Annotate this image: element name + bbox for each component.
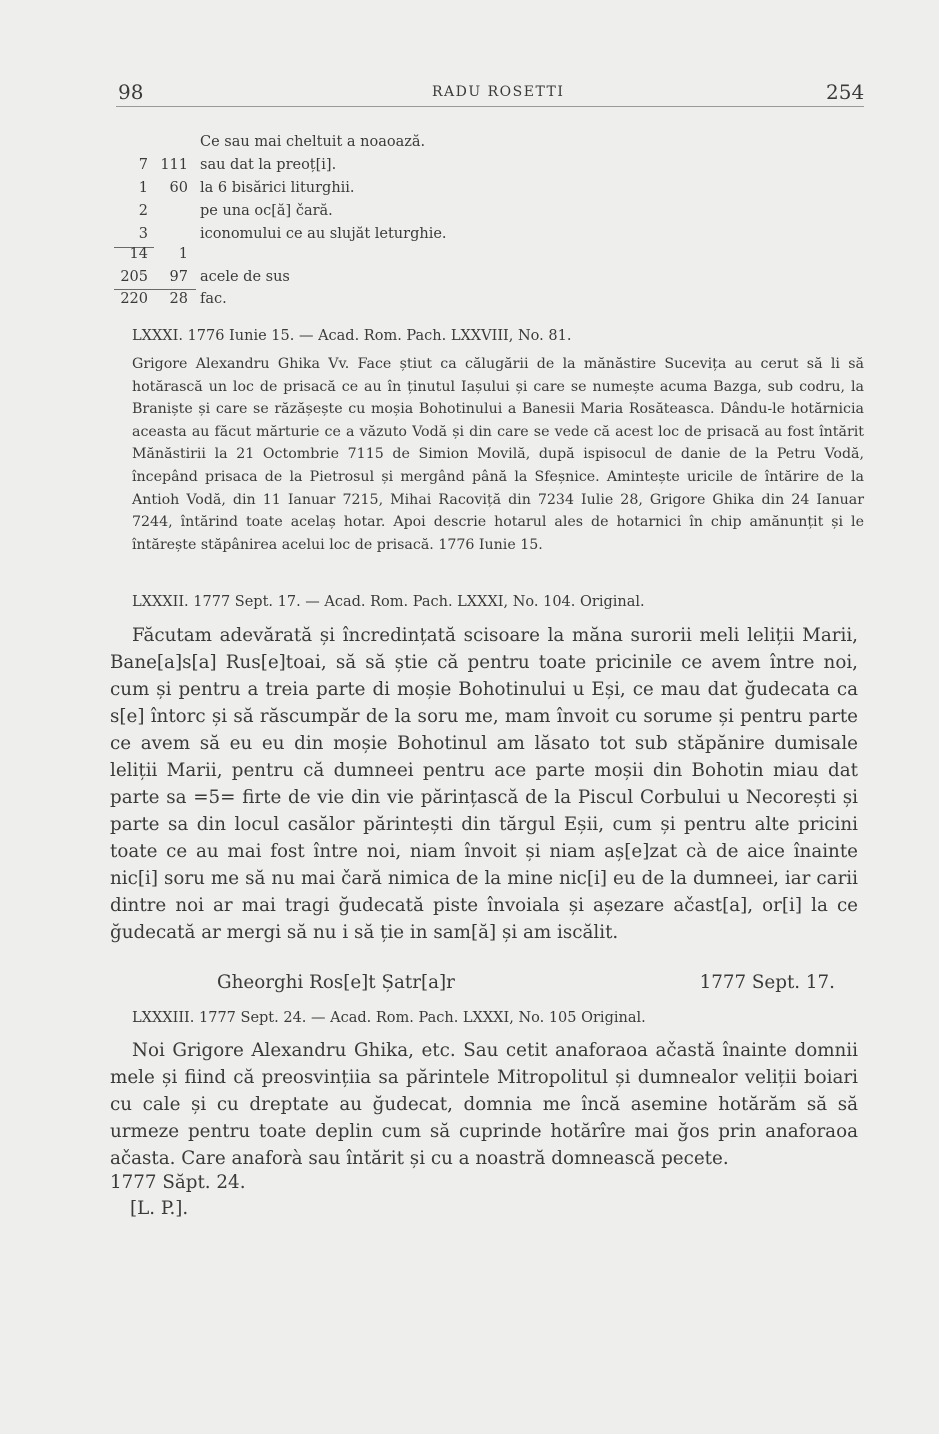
document-reference: LXXXIII. 1777 Sept. 24. — Acad. Rom. Pach. LXXXI, No. 105 Original. (132, 1010, 646, 1026)
document-date: 1777 Sept. 17. (699, 972, 835, 993)
seal-mark: [L. P.]. (130, 1198, 189, 1219)
page-number-left: 98 (118, 80, 144, 104)
table-row: 1 60 la 6 bisărici liturghii. (138, 180, 355, 196)
sum-rule (114, 289, 196, 290)
signature-line (110, 972, 835, 999)
document-summary: Grigore Alexandru Ghika Vv. Face știut ca călugării de la mănăstire Sucevița au cerut să li să hotărască un loc de prisacă ce au în ținutul Iașului și care se numește acuma Bazga, sub codru, la Braniște și care se răzășește cu moșia Bohotinului a Banesii Maria Rosăteasca. Dându-le hotărnicia aceasta au făcut mărturie ce a văzuto Vodă și din care se vede că acest loc de prisacă au fost întărit Mănăstirii la 21 Octombrie 7115 de Simion Movilă, după ispisocul de danie de la Petru Vodă, începând prisaca de la Pietrosul și mergând până la Sfeșnice. Amintește uricile de întărire de la Antioh Vodă, din 11 Ianuar 7215, Mihai Racoviță din 7234 Iulie 28, Grigore Ghika din 24 Ianuar 7244, întărind toate acelaș hotar. Apoi descrie hotarul ales de hotarnici în chip amănunțit și le întărește stăpânirea acelui loc de prisacă. 1776 Iunie 15. (132, 356, 864, 553)
table-row: 205 97 acele de sus (120, 269, 290, 285)
table-row: 14 1 (129, 246, 188, 262)
date-line (110, 1172, 835, 1199)
table-row: Ce sau mai cheltuit a noaoază. (200, 134, 426, 150)
document-body: Noi Grigore Alexandru Ghika, etc. Sau cetit anaforaoa ačastă înainte domnii mele și fiind că preosvințiia sa părintele Mitropolitul și dumnealor veliții boiari cu cale și cu dreptate au ğudecat, domnia me încă asemine hotărăm să să urmeze pentru toate deplin cum să cuprinde hotărîre mai ğos prin anaforaoa ačasta. Care anaforà sau întărit și cu a noastră domnească pecete. (110, 1040, 858, 1169)
signature: Gheorghi Ros[e]t Șatr[a]r (217, 972, 455, 993)
table-row: 220 28 fac. (120, 291, 227, 307)
page-number-right: 254 (826, 80, 865, 104)
table-row: 3 iconomului ce au slujăt leturghie. (138, 226, 447, 242)
header-rule (116, 106, 864, 107)
document-body: Făcutam adevărată și încredințată scisoare la măna surorii meli leliții Marii, Bane[a]s[a] Rus[e]toai, să să știe că pentru toate pricinile ce avem între noi, cum și pentru a treia parte di moșie Bohotinului u Eși, ce mau dat ğudecata ca s[e] întorc și să răscumpăr de la soru me, mam învoit cu sorume și pentru parte ce avem să eu eu din moșie Bohotinul am lăsato tot sub stăpănire dumisale leliții Marii, pentru că dumneei pentru ace parte moșii din Bohotin miau dat parte sa =5= firte de vie din vie părințască de la Piscul Corbului u Necorești și parte sa din locul casălor părintești din tărgul Eșii, cum și pentru alte pricini toate ce au mai fost între noi, niam învoit și niam aș[e]zat cà de aice înainte nic[i] soru me să nu mai čară nimica de la mine nic[i] eu de la dumneei, iar carii dintre noi ar mai tragi ğudecată piste învoiala și așezare ačast[a], or[i] la ce ğudecată ar mergi să nu i să ție in sam[ă] și am iscălit. (110, 625, 858, 943)
document-date: 1777 Săpt. 24. (110, 1172, 246, 1193)
document-reference: LXXXII. 1777 Sept. 17. — Acad. Rom. Pach. LXXXI, No. 104. Original. (132, 594, 645, 610)
table-row: 7 111 sau dat la preoț[i]. (138, 157, 337, 173)
running-title: RADU ROSETTI (432, 84, 565, 100)
table-row: 2 pe una oc[ă] čară. (138, 203, 333, 219)
document-reference: LXXXI. 1776 Iunie 15. — Acad. Rom. Pach. LXXVIII, No. 81. (132, 328, 572, 344)
